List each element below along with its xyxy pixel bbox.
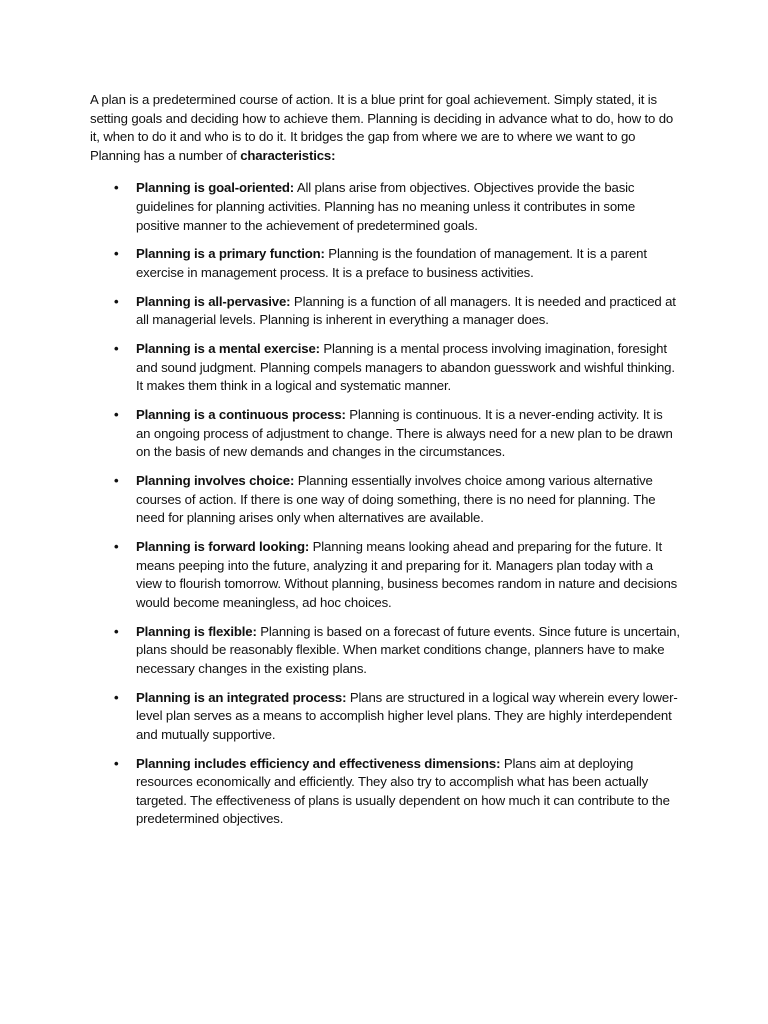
characteristics-list [90, 179, 680, 829]
bullet-icon: • [114, 341, 119, 357]
bullet-icon: • [114, 293, 119, 309]
list-item [90, 340, 680, 396]
bullet-icon: • [114, 180, 119, 196]
list-item [90, 755, 680, 829]
item-term: Planning is all-pervasive: [136, 293, 291, 309]
list-item [90, 472, 680, 528]
item-term: Planning is a continuous process: [136, 407, 346, 423]
bullet-icon: • [114, 246, 119, 262]
item-text: Planning means looking ahead and preparing for the future. It means peeping into the future, analyzing it and preparing for it. Managers plan today with a view to flourish tomorrow. Without planning, business becomes random in nature and decisions would become meaningless, ad hoc choices. [136, 539, 678, 610]
bullet-icon: • [114, 689, 119, 705]
intro-paragraph [90, 91, 680, 165]
item-text: Planning is a function of all managers. It is needed and practiced at all managerial levels. Planning is inherent in everything a manager does. [136, 293, 676, 328]
item-term: Planning involves choice: [136, 473, 295, 489]
item-term: Planning is flexible: [136, 623, 257, 639]
item-term: Planning is an integrated process: [136, 689, 347, 705]
list-item [90, 179, 680, 235]
item-text: Planning is continuous. It is a never-ending activity. It is an ongoing process of adjustment to change. There is always need for a new plan to be drawn on the basis of new demands and changes in the circumstances. [136, 407, 673, 460]
bullet-icon: • [114, 623, 119, 639]
item-term: Planning is goal-oriented: [136, 180, 295, 196]
list-item [90, 245, 680, 282]
item-text: Planning is a mental process involving imagination, foresight and sound judgment. Planning compels managers to abandon guesswork and wishful thinking. It makes them think in a logical and systematic manner. [136, 341, 675, 394]
list-item [90, 538, 680, 612]
item-text: Planning essentially involves choice among various alternative courses of action. If there is one way of doing something, there is no need for planning. The need for planning arises only when alternatives are available. [136, 473, 656, 526]
list-item [90, 293, 680, 330]
bullet-icon: • [114, 755, 119, 771]
item-term: Planning is a primary function: [136, 246, 325, 262]
bullet-icon: • [114, 407, 119, 423]
intro-text: A plan is a predetermined course of action. It is a blue print for goal achievement. Simply stated, it is setting goals and deciding how to achieve them. Planning is deciding in advance what to do, how to do it, when to do it and who is to do it. It bridges the gap from where we are to where we want to go Planning has a number of [90, 92, 674, 163]
item-text: All plans arise from objectives. Objectives provide the basic guidelines for planning activities. Planning has no meaning unless it contributes in some positive manner to the achievement of predetermined goals. [136, 180, 636, 233]
item-text: Plans aim at deploying resources economically and efficiently. They also try to accomplish what has been actually targeted. The effectiveness of plans is usually dependent on how much it can contribute to the predetermined objectives. [136, 755, 670, 827]
item-text: Planning is based on a forecast of future events. Since future is uncertain, plans should be reasonably flexible. When market conditions change, planners have to make necessary changes in the existing plans. [136, 623, 680, 676]
item-term: Planning includes efficiency and effectiveness dimensions: [136, 755, 501, 771]
list-item [90, 623, 680, 679]
item-text: Plans are structured in a logical way wherein every lower-level plan serves as a means to accomplish higher level plans. They are highly interdependent and mutually supportive. [136, 689, 678, 742]
intro-keyword: characteristics: [240, 147, 336, 163]
item-text: Planning is the foundation of management. It is a parent exercise in management process. It is a preface to business activities. [136, 246, 647, 280]
item-term: Planning is a mental exercise: [136, 341, 320, 357]
bullet-icon: • [114, 473, 119, 489]
list-item [90, 689, 680, 745]
item-term: Planning is forward looking: [136, 539, 310, 554]
list-item [90, 406, 680, 462]
bullet-icon: • [114, 539, 119, 554]
